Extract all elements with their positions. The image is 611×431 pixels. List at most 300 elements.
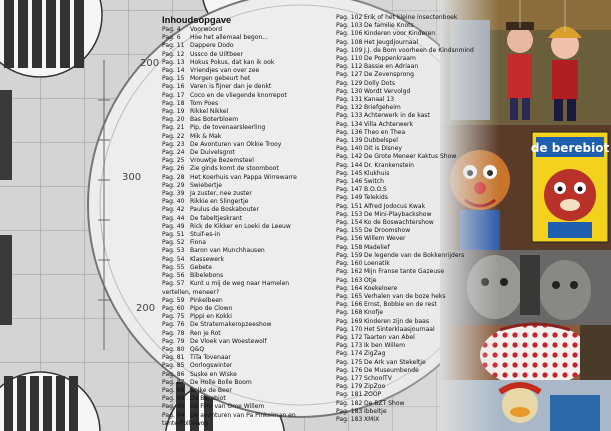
toc-entry-title: Dolly Dots [363,79,396,87]
toc-page-value: 15 [176,75,185,83]
toc-entry [333,145,493,153]
toc-page-prefix: Pag. [162,165,175,173]
toc-page-prefix: Pag. [336,210,349,218]
toc-page-number [162,305,188,313]
toc-page-value: 155 [350,227,363,235]
toc-entry-title: XMIX [363,415,380,423]
toc-entry [159,190,329,198]
toc-page-prefix: Pag. [162,362,175,370]
toc-entry [333,244,493,252]
toc-entry-title: De BZT Show [363,399,405,407]
toc-page-prefix: Pag. [336,63,349,71]
toc-page-value: 22 [176,132,185,140]
toc-page-prefix: Pag. [336,325,349,333]
testcard-label-300: 300 [122,172,142,183]
toc-page-prefix: Pag. [162,99,175,107]
toc-entry [333,408,493,416]
toc-entry-title: Kunt u mij de weg naar Hamelen vertellen, meneer? [162,280,290,296]
toc-page-value: 53 [176,247,185,255]
toc-entry-title: Pip, de tovenaarsleerling [189,124,266,132]
toc-page-number [162,395,188,403]
toc-page-number [162,239,188,247]
toc-page-number [162,371,188,379]
toc-entry [159,297,329,305]
toc-page-value: 17 [176,91,185,99]
toc-page-number [336,71,362,79]
toc-entry [333,416,493,424]
toc-entry-title: Baron van Munchhausen [189,247,265,255]
toc-page-prefix: Pag. [336,317,349,325]
toc-page-prefix: Pag. [336,276,349,284]
toc-page-value: 174 [350,350,363,358]
toc-entry [159,75,329,83]
toc-page-number [162,59,188,67]
toc-entry-title: Stuif-es-in [189,231,221,239]
toc-page-value: 130 [350,87,363,95]
toc-page-number [162,346,188,354]
toc-page-value: 156 [350,235,363,243]
toc-entry-title: Vrouwtje Bezemsteel [189,157,254,165]
toc-page-prefix: Pag. [162,272,175,280]
toc-entry-title: Telekids [363,194,388,202]
toc-page-number [162,256,188,264]
toc-page-value: 176 [350,366,363,374]
toc-entry-title: Pipo de Clown [189,304,233,312]
toc-page-number [336,383,362,391]
toc-page-value: 151 [350,202,363,210]
toc-entry-title: Pippi en Kokki [189,313,232,321]
toc-page-number [336,219,362,227]
toc-page-number [336,309,362,317]
toc-entry-title: De familie Knots [363,22,414,30]
toc-page-prefix: Pag. [162,304,175,312]
toc-entry [159,379,329,387]
toc-page-number [162,387,188,395]
toc-entry-title: De Poppenkraam [363,55,416,63]
toc-entry [333,186,493,194]
toc-page-number [336,326,362,334]
toc-entry-title: Alfred Jodocus Kwak [363,202,426,210]
toc-page-value: 160 [350,260,363,268]
toc-page-value: 168 [350,309,363,317]
toc-page-value: 87 [176,378,185,386]
toc-entry-title: Madelief [363,243,390,251]
toc-page-value: 16 [176,83,185,91]
toc-page-prefix: Pag. [162,50,175,58]
toc-page-number [336,203,362,211]
toc-page-prefix: Pag. [162,34,175,42]
toc-page-value: 12 [176,50,185,58]
toc-page-value: 175 [350,358,363,366]
toc-page-value: 86 [176,370,185,378]
toc-page-value: 39 [176,190,185,198]
toc-page-number [162,247,188,255]
toc-page-number [336,55,362,63]
toc-entry [159,26,329,34]
toc-page-number [336,244,362,252]
toc-entry [159,346,329,354]
toc-page-prefix: Pag. [162,337,175,345]
toc-entry [333,383,493,391]
toc-page-number [162,215,188,223]
toc-entry [333,71,493,79]
toc-entry-title: Ibbeltje [363,407,387,415]
toc-page-prefix: Pag. [162,140,175,148]
toc-entry [333,268,493,276]
toc-entry-title: Ren je Rot [189,329,221,337]
toc-page-value: 79 [176,337,185,345]
toc-page-value: 59 [176,296,185,304]
toc-page-number [336,14,362,22]
toc-page-value: 132 [350,104,363,112]
toc-entry [159,403,329,411]
toc-entry-title: Otje [363,276,377,284]
toc-page-prefix: Pag. [336,194,349,202]
toc-page-prefix: Pag. [162,403,175,411]
toc-entry-title: Rikkel Nikkel [189,108,229,116]
toc-page-value: 11 [176,42,185,50]
toc-page-number [336,47,362,55]
toc-entry [159,223,329,231]
toc-entry-title: Zie ginds komt de stoomboot [189,165,279,173]
toc-page-value: 139 [350,137,363,145]
toc-page-value: 60 [176,304,185,312]
toc-entry [333,63,493,71]
toc-page-prefix: Pag. [336,301,349,309]
toc-page-prefix: Pag. [336,374,349,382]
toc-entry-title: Tom Poes [189,99,219,107]
toc-entry-title: De Ark van Stekeltje [363,358,426,366]
toc-entry [159,165,329,173]
toc-page-prefix: Pag. [336,22,349,30]
toc-entry [159,354,329,362]
toc-entry [333,162,493,170]
toc-entry-title: ZOOP [363,391,382,399]
toc-entry-title: ZipZoo [363,383,386,391]
toc-entry-title: De legende van de Bokkenrijders [363,251,465,259]
toc-entry [333,235,493,243]
toc-page-prefix: Pag. [336,145,349,153]
toc-page-number [162,412,188,420]
toc-page-value: 94 [176,411,185,419]
toc-page-value: 165 [350,292,363,300]
toc-page-prefix: Pag. [162,354,175,362]
toc-page-prefix: Pag. [162,370,175,378]
toc-page-number [162,231,188,239]
toc-page-value: 153 [350,210,363,218]
toc-entry [333,88,493,96]
toc-page-number [162,190,188,198]
toc-page-value: 183 [350,407,363,415]
toc-page-number [162,26,188,34]
toc-page-prefix: Pag. [336,399,349,407]
toc-entry [333,14,493,22]
toc-page-number [162,124,188,132]
toc-entry-title: Knofje [363,309,383,317]
toc-entry-title: SchoolTV [363,374,392,382]
toc-page-prefix: Pag. [336,243,349,251]
toc-page-value: 78 [176,329,185,337]
toc-page-number [336,96,362,104]
toc-page-number [162,116,188,124]
toc-page-prefix: Pag. [162,247,175,255]
toc-page-prefix: Pag. [336,169,349,177]
toc-page-number [162,182,188,190]
toc-entry-title: Switch [363,178,384,186]
toc-entry-title: Ussco de Uiltbeer [189,50,244,58]
toc-entry-title: Kanaal 13 [363,96,395,104]
toc-page-value: 18 [176,99,185,107]
toc-page-prefix: Pag. [336,38,349,46]
toc-entry-title: Coco en de vliegende knorrepot [189,91,287,99]
toc-entry [333,227,493,235]
toc-page-value: 182 [350,399,363,407]
toc-page-prefix: Pag. [336,333,349,341]
toc-entry [159,371,329,379]
toc-page-value: 106 [350,30,363,38]
toc-page-number [336,408,362,416]
toc-entry-title: Hokus Pokus, dat kan ik ook [189,58,275,66]
toc-list-right [333,14,493,424]
toc-page-value: 13 [176,58,185,66]
toc-page-number [336,30,362,38]
toc-entry-title: Paulus de Boskabouter [189,206,259,214]
toc-entry [333,30,493,38]
toc-page-prefix: Pag. [162,378,175,386]
toc-entry-title: Kinderen zijn de baas [363,317,429,325]
toc-page-value: 23 [176,140,185,148]
testcard-label-200-top: 200 [140,58,160,69]
toc-page-prefix: Pag. [336,161,349,169]
toc-page-value: 133 [350,112,363,120]
toc-entry [159,264,329,272]
toc-page-number [336,186,362,194]
toc-page-value: 19 [176,108,185,116]
toc-entry [159,231,329,239]
toc-page-prefix: Pag. [336,153,349,161]
toc-page-prefix: Pag. [162,255,175,263]
toc-page-value: 109 [350,46,363,54]
toc-entry-title: De Film van Ome Willem [189,403,265,411]
toc-page-prefix: Pag. [336,104,349,112]
toc-page-number [336,153,362,161]
toc-entry-title: De Mini-Playbackshow [363,210,432,218]
toc-page-value: 24 [176,149,185,157]
toc-page-prefix: Pag. [162,116,175,124]
toc-page-number [162,157,188,165]
toc-entry-title: Ik ben Willem [363,342,405,350]
toc-page-number [162,280,188,288]
toc-title: Inhoudsopgave [162,14,232,25]
toc-page-prefix: Pag. [336,219,349,227]
toc-page-prefix: Pag. [162,149,175,157]
toc-entry-title: Dr. Krankenstein [363,161,414,169]
toc-page-number [162,92,188,100]
toc-page-prefix: Pag. [336,128,349,136]
toc-entry-title: Klassewerk [189,255,224,263]
toc-entry-title: Briefgeheim [363,104,401,112]
toc-entry [333,47,493,55]
toc-page-value: 136 [350,128,363,136]
toc-page-prefix: Pag. [162,173,175,181]
toc-page-number [336,227,362,235]
toc-page-value: 159 [350,251,363,259]
toc-page-prefix: Pag. [336,227,349,235]
toc-page-prefix: Pag. [336,112,349,120]
toc-entry [159,338,329,346]
toc-entry [159,182,329,190]
toc-page-value: 108 [350,38,363,46]
toc-entry [159,198,329,206]
toc-page-number [336,391,362,399]
toc-page-number [336,301,362,309]
toc-page-prefix: Pag. [162,58,175,66]
toc-page-prefix: Pag. [336,383,349,391]
toc-page-prefix: Pag. [162,214,175,222]
toc-page-prefix: Pag. [162,91,175,99]
toc-page-value: 112 [350,63,363,71]
toc-page-prefix: Pag. [162,296,175,304]
toc-entry [333,121,493,129]
toc-entry [333,334,493,342]
toc-page-prefix: Pag. [162,75,175,83]
toc-page-value: 85 [176,362,185,370]
toc-entry [333,277,493,285]
toc-page-value: 54 [176,255,185,263]
toc-page-number [336,277,362,285]
toc-entry [333,252,493,260]
toc-page-value: 131 [350,96,363,104]
toc-page-prefix: Pag. [336,71,349,79]
toc-entry [333,129,493,137]
toc-entry [159,83,329,91]
toc-entry-title: TiTa Tovenaar [189,354,231,362]
toc-page-number [162,362,188,370]
toc-column-right [333,14,493,424]
toc-page-number [162,51,188,59]
toc-page-number [336,170,362,178]
toc-page-prefix: Pag. [336,96,349,104]
toc-page-number [336,318,362,326]
toc-list-left [159,26,329,428]
toc-entry [333,170,493,178]
toc-page-prefix: Pag. [336,268,349,276]
toc-entry [159,412,312,428]
toc-entry-title: Pinkelbeen [189,296,223,304]
toc-entry [333,367,493,375]
toc-page-value: 49 [176,222,185,230]
toc-page-prefix: Pag. [162,157,175,165]
toc-page-prefix: Pag. [162,263,175,271]
toc-entry-title: Vriendjes van over zee [189,67,260,75]
toc-page-number [336,400,362,408]
toc-page-number [336,350,362,358]
toc-entry-title: Ko de Boswachtershow [363,219,434,227]
toc-entry-title: Rick de Kikker en Loeki de Leeuw [189,222,291,230]
toc-page-prefix: Pag. [336,14,349,21]
toc-entry-title: Q&Q [189,345,205,353]
toc-page-value: 52 [176,239,185,247]
toc-page-value: 110 [350,55,363,63]
toc-entry-title: Suske en Wiske [189,370,237,378]
toc-page-number [336,80,362,88]
toc-entry-title: De avonturen van Pa Pinkelman en tante Polliewop [162,411,296,427]
toc-entry-title: Gebete [189,263,212,271]
toc-page-number [162,42,188,50]
toc-page-number [162,34,188,42]
toc-page-value: 28 [176,173,185,181]
toc-page-number [162,206,188,214]
toc-page-value: 179 [350,383,363,391]
toc-page-prefix: Pag. [162,345,175,353]
toc-page-prefix: Pag. [162,321,175,329]
toc-entry-title: Dit is Disney [363,145,402,153]
toc-page-prefix: Pag. [162,190,175,198]
toc-entry-title: B.O.O.S [363,186,387,194]
toc-entry [159,313,329,321]
toc-page-prefix: Pag. [336,46,349,54]
toc-page-prefix: Pag. [336,391,349,399]
toc-entry [159,387,329,395]
toc-entry [333,400,493,408]
toc-page-value: 177 [350,374,363,382]
toc-entry [159,124,329,132]
toc-page-value: 146 [350,178,363,186]
toc-page-value: 145 [350,169,363,177]
toc-entry [159,174,329,182]
toc-entry [159,330,329,338]
toc-entry [159,67,329,75]
testcard-label-200-bottom: 200 [136,303,156,314]
toc-page-prefix: Pag. [162,132,175,140]
toc-page-prefix: Pag. [336,251,349,259]
toc-page-value: 21 [176,124,185,132]
toc-entry [159,51,329,59]
toc-page-value: 163 [350,276,363,284]
toc-entry-title: Mik & Mak [189,132,222,140]
toc-page-number [162,297,188,305]
toc-page-prefix: Pag. [336,358,349,366]
toc-page-prefix: Pag. [162,231,175,239]
toc-page-number [336,39,362,47]
toc-entry-title: De Stratemakeropzeeshow [189,321,272,329]
toc-page-number [336,162,362,170]
toc-page-number [336,145,362,153]
toc-entry-title: Bibelebons [189,272,224,280]
toc-entry-title: Het Koerhuis van Pappa Wirrewarre [189,173,297,181]
toc-page-number [336,359,362,367]
toc-entry-title: Hoe het allemaal begon... [189,34,269,42]
toc-page-number [336,235,362,243]
toc-entry [333,326,493,334]
toc-entry-title: Wordt Vervolgd [363,87,411,95]
toc-page-value: 144 [350,161,363,169]
toc-entry [333,203,493,211]
toc-page-prefix: Pag. [336,284,349,292]
toc-page-number [162,165,188,173]
toc-entry-title: Klukhuis [363,169,390,177]
toc-page-prefix: Pag. [162,222,175,230]
toc-page-value: 80 [176,345,185,353]
toc-page-value: 44 [176,214,185,222]
toc-entry-title: De Vloek van Woestewolf [189,337,267,345]
toc-entry [159,362,329,370]
toc-entry-title: De Avonturen van Okkie Trooy [189,140,282,148]
toc-page-number [162,198,188,206]
toc-entry [159,141,329,149]
toc-page-value: 89 [176,395,185,403]
toc-entry [159,239,329,247]
